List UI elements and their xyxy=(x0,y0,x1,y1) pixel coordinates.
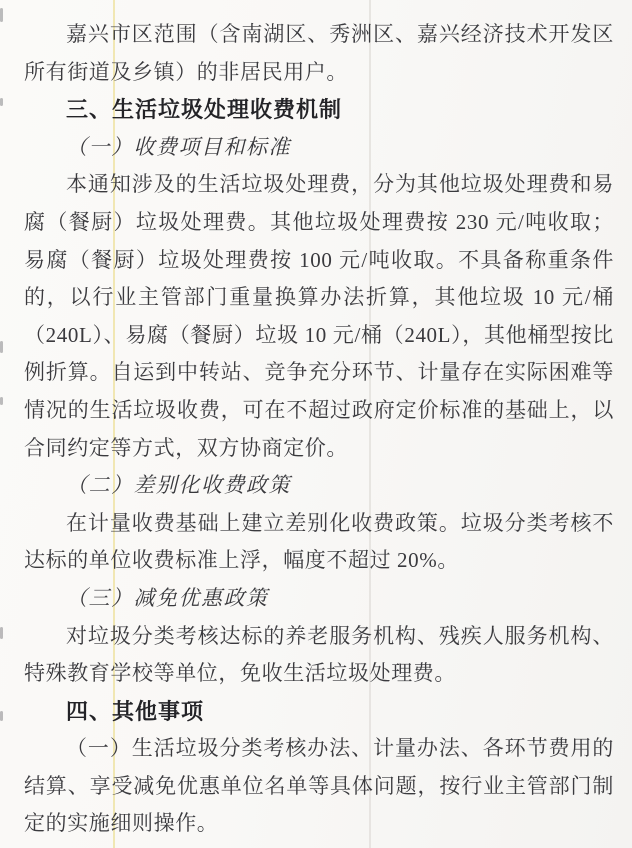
subsection-heading-2-differential-policy: （二）差别化收费政策 xyxy=(66,473,291,498)
scan-edge-speck xyxy=(0,711,3,721)
scan-edge-speck xyxy=(0,98,3,106)
scan-edge-speck xyxy=(0,397,3,405)
section-heading-3-fee-mechanism: 三、生活垃圾处理收费机制 xyxy=(66,97,343,123)
scan-edge-speck xyxy=(0,341,3,353)
subsection-heading-3-exemption-policy: （三）减免优惠政策 xyxy=(66,585,269,610)
document-content xyxy=(24,16,614,843)
scan-edge-speck xyxy=(0,627,3,639)
paragraph-nonresident-scope: 嘉兴市区范围（含南湖区、秀洲区、嘉兴经济技术开发区所有街道及乡镇）的非居民用户。 xyxy=(24,22,614,84)
paragraph-other-matters: （一）生活垃圾分类考核办法、计量办法、各环节费用的结算、享受减免优惠单位名单等具体问题，按行业主管部门制定的实施细则操作。 xyxy=(24,736,614,836)
section-heading-4-other-matters: 四、其他事项 xyxy=(66,698,205,724)
paragraph-fee-standards: 本通知涉及的生活垃圾处理费，分为其他垃圾处理费和易腐（餐厨）垃圾处理费。其他垃圾处理费按 230 元/吨收取；易腐（餐厨）垃圾处理费按 100 元/吨收取。不具备称重条件的，以行业主管部门重量换算办法折算，其他垃圾 10 元/桶（240L）、易腐（餐厨）垃圾 10 元/桶（240L），其他桶型按比例折算。自运到中转站、竞争充分环节、计量存在实际困难等情况的生活垃圾收费，可在不超过政府定价标准的基础上，以合同约定等方式，双方协商定价。 xyxy=(24,172,614,460)
scan-edge-speck xyxy=(0,8,3,22)
paragraph-differential-policy: 在计量收费基础上建立差别化收费政策。垃圾分类考核不达标的单位收费标准上浮，幅度不超过 20%。 xyxy=(24,510,614,573)
subsection-heading-1-fee-items: （一）收费项目和标准 xyxy=(66,134,291,159)
paragraph-exemption-policy: 对垃圾分类考核达标的养老服务机构、残疾人服务机构、特殊教育学校等单位，免收生活垃圾处理费。 xyxy=(24,623,614,686)
